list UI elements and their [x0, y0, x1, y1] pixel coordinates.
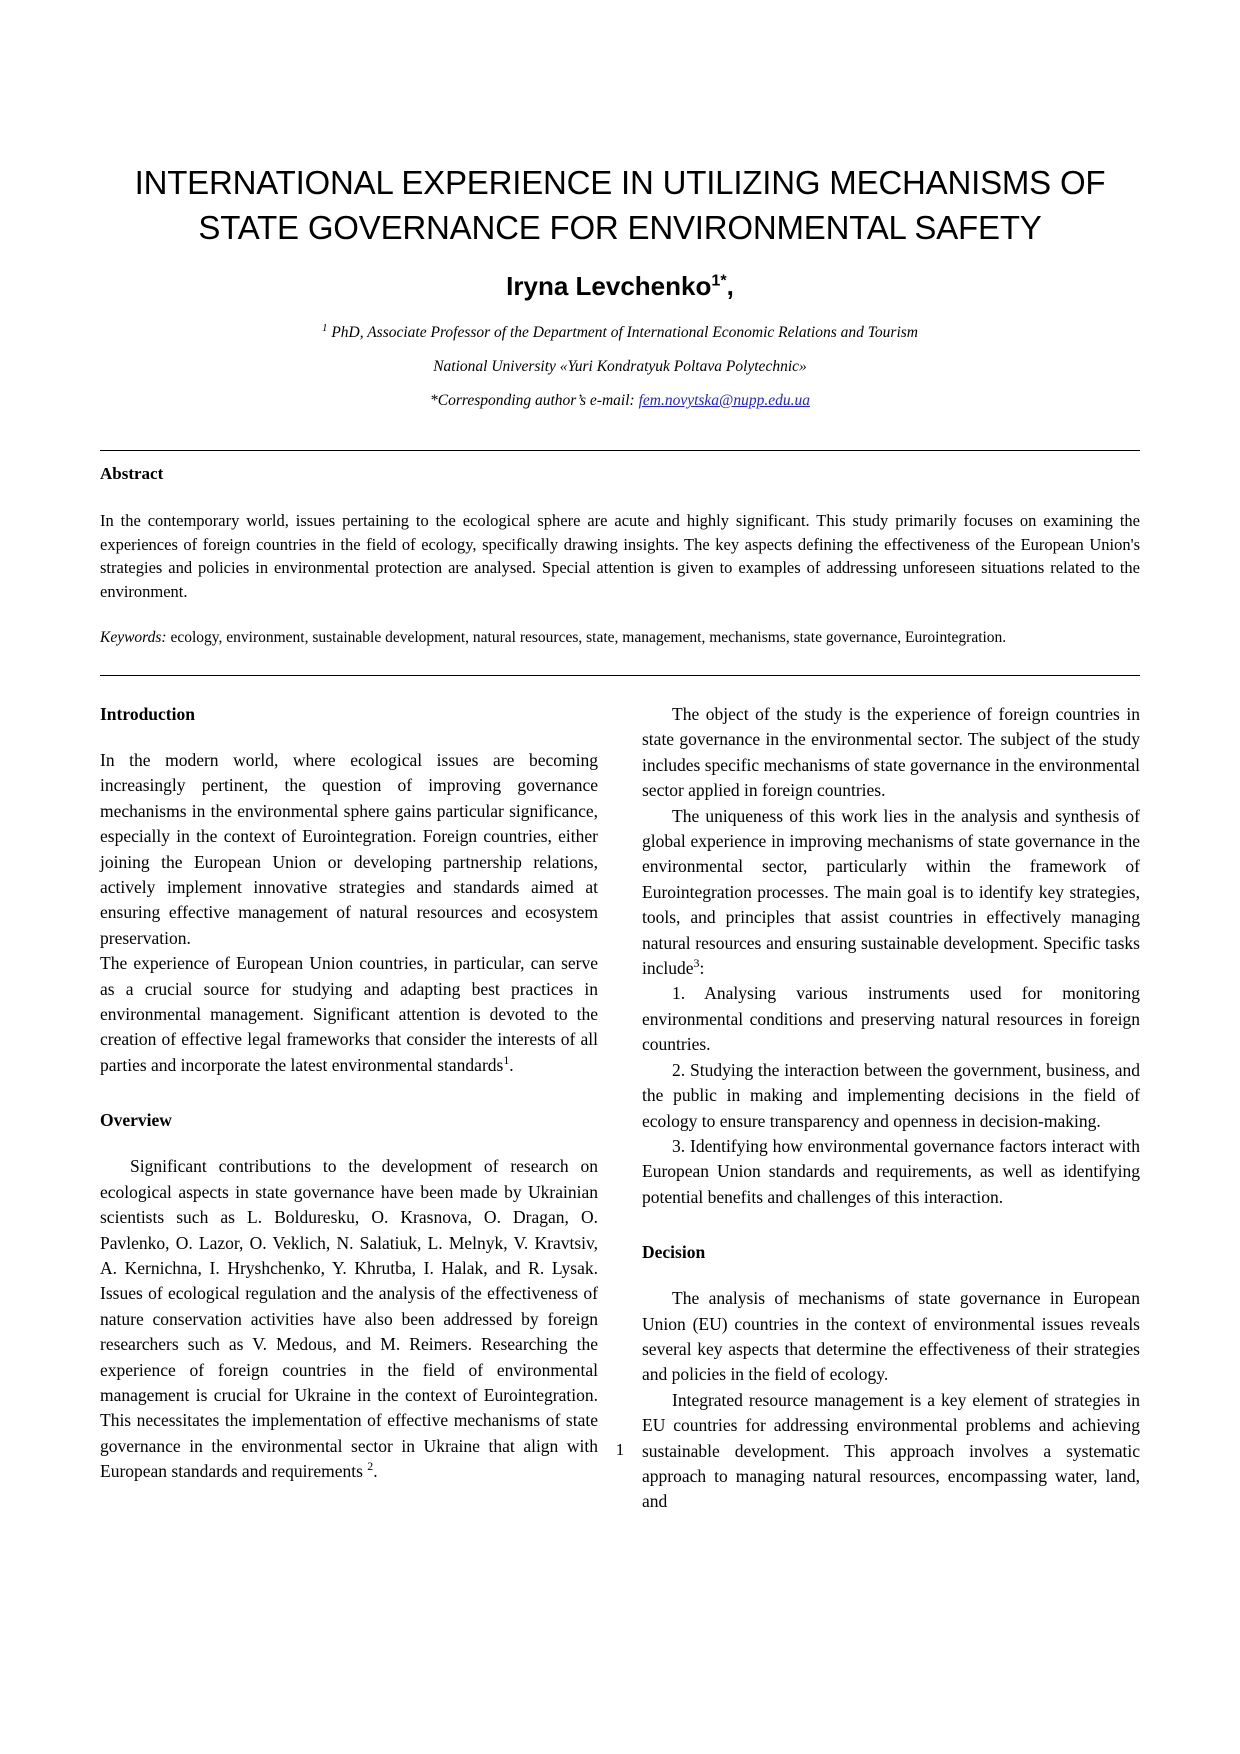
affiliation-line-2	[100, 352, 1140, 382]
footnote-marker-2: 2	[367, 1459, 374, 1474]
keywords-line	[100, 627, 1140, 649]
right-column	[642, 702, 1140, 1515]
corresponding-author-email-link[interactable]: fem.novytska@nupp.edu.ua	[638, 392, 810, 409]
overview-paragraph-1-period: .	[373, 1461, 378, 1482]
intro-paragraph-1: In the modern world, where ecological issues are becoming increasingly pertinent, the question of improving governance mechanisms in the environmental sphere gains particular significance, especially in the context of Eurointegration. Foreign countries, either joining the European Union or developing partnership relations, actively implement innovative strategies and standards aimed at ensuring effective management of natural resources and ecosystem preservation.	[100, 750, 598, 948]
author-name-text: Iryna Levchenko	[506, 271, 712, 301]
two-column-body	[100, 702, 1140, 1515]
intro-paragraph-2-period: .	[509, 1054, 514, 1075]
author-name	[100, 266, 1140, 306]
uniqueness-paragraph-colon: :	[699, 958, 705, 979]
section-heading-overview: Overview	[100, 1110, 172, 1131]
intro-paragraph-2-text: The experience of European Union countries, in particular, can serve as a crucial source for studying and adapting best practices in environmental management. Significant attention is devoted to the creation of effective legal frameworks that consider the interests of all parties and incorporate the latest environmental standards	[100, 953, 598, 1075]
decision-paragraph-2: Integrated resource management is a key element of strategies in EU countries for addressing environmental problems and achieving sustainable development. This approach involves a systematic approach to managing natural resources, encompassing water, land, and	[642, 1389, 1140, 1512]
object-of-study-paragraph: The object of the study is the experience of foreign countries in state governance in the environmental sector. The subject of the study includes specific mechanisms of state governance in the environmental sector applied in foreign countries.	[642, 704, 1140, 801]
corresponding-author-line	[100, 386, 1140, 416]
uniqueness-paragraph-text: The uniqueness of this work lies in the analysis and synthesis of global experience in improving mechanisms of state governance in the environmental sector, particularly within the framework of Eurointegration processes. The main goal is to identify key strategies, tools, and principles that assist countries in effectively managing natural resources and ensuring sustainable development. Specific tasks include	[642, 805, 1140, 979]
abstract-body: In the contemporary world, issues pertaining to the ecological sphere are acute and highly significant. This study primarily focuses on examining the experiences of foreign countries in the field of ecology, specifically drawing insights. The key aspects defining the effectiveness of the European Union's strategies and policies in environmental protection are analysed. Special attention is given to examples of addressing unforeseen situations related to the environment.	[100, 511, 1140, 601]
affiliation-marker: 1	[322, 321, 328, 334]
affiliation-2-text: National University «Yuri Kondratyuk Poltava Polytechnic»	[433, 358, 807, 375]
keywords-label: Keywords:	[100, 629, 167, 646]
task-item-3: 3. Identifying how environmental governance factors interact with European Union standards and requirements, as well as identifying potential benefits and challenges of this interaction.	[642, 1135, 1140, 1207]
uniqueness-paragraph	[642, 804, 1140, 982]
page-number: 1	[615, 1440, 625, 1459]
abstract-heading: Abstract	[100, 464, 164, 483]
abstract-bottom-rule	[100, 675, 1140, 676]
left-column	[100, 702, 598, 1515]
footnote-marker-3: 3	[693, 956, 700, 971]
overview-paragraph-1-text: Significant contributions to the development of research on ecological aspects in state governance have been made by Ukrainian scientists such as L. Bolduresku, O. Krasnova, O. Dragan, O. Pavlenko, O. Lazor, O. Veklich, N. Salatiuk, L. Melnyk, V. Kravtsiv, A. Kernichna, I. Hryshchenko, Y. Khrutba, I. Halak, and R. Lysak. Issues of ecological regulation and the analysis of the effectiveness of nature conservation activities have also been addressed by foreign researchers such as V. Medous, and M. Reimers. Researching the experience of foreign countries in the field of environmental management is crucial for Ukraine in the context of Eurointegration. This necessitates the implementation of effective mechanisms of state governance in the environmental sector in Ukraine that align with European standards and requirements	[100, 1156, 598, 1482]
abstract-top-rule	[100, 450, 1140, 451]
overview-paragraph-1	[100, 1154, 598, 1484]
author-affiliation-marker: 1*	[711, 271, 727, 290]
decision-paragraph-1: The analysis of mechanisms of state governance in European Union (EU) countries in the context of environmental issues reveals several key aspects that determine the effectiveness of their strategies and policies in the field of ecology.	[642, 1288, 1140, 1385]
task-item-1: 1. Analysing various instruments used for monitoring environmental conditions and preserving natural resources in foreign countries.	[642, 983, 1140, 1055]
intro-paragraph-2	[100, 951, 598, 1078]
corresponding-author-label: *Corresponding author’s e-mail:	[430, 392, 639, 409]
section-heading-decision: Decision	[642, 1242, 706, 1263]
page-title: INTERNATIONAL EXPERIENCE IN UTILIZING MECHANISMS OF STATE GOVERNANCE FOR ENVIRONMENTAL SAFETY	[134, 164, 1106, 246]
affiliation-1-text: PhD, Associate Professor of the Department of International Economic Relations and Tourism	[327, 324, 918, 341]
author-trailing-comma: ,	[726, 271, 734, 301]
section-heading-introduction: Introduction	[100, 704, 195, 724]
footnote-marker-1: 1	[503, 1053, 510, 1068]
task-item-2: 2. Studying the interaction between the government, business, and the public in making and implementing decisions in the field of ecology to ensure transparency and openness in decision-making.	[642, 1059, 1140, 1131]
keywords-value: ecology, environment, sustainable development, natural resources, state, management, mechanisms, state governance, Eurointegration.	[166, 629, 1007, 646]
affiliation-line-1	[100, 318, 1140, 348]
